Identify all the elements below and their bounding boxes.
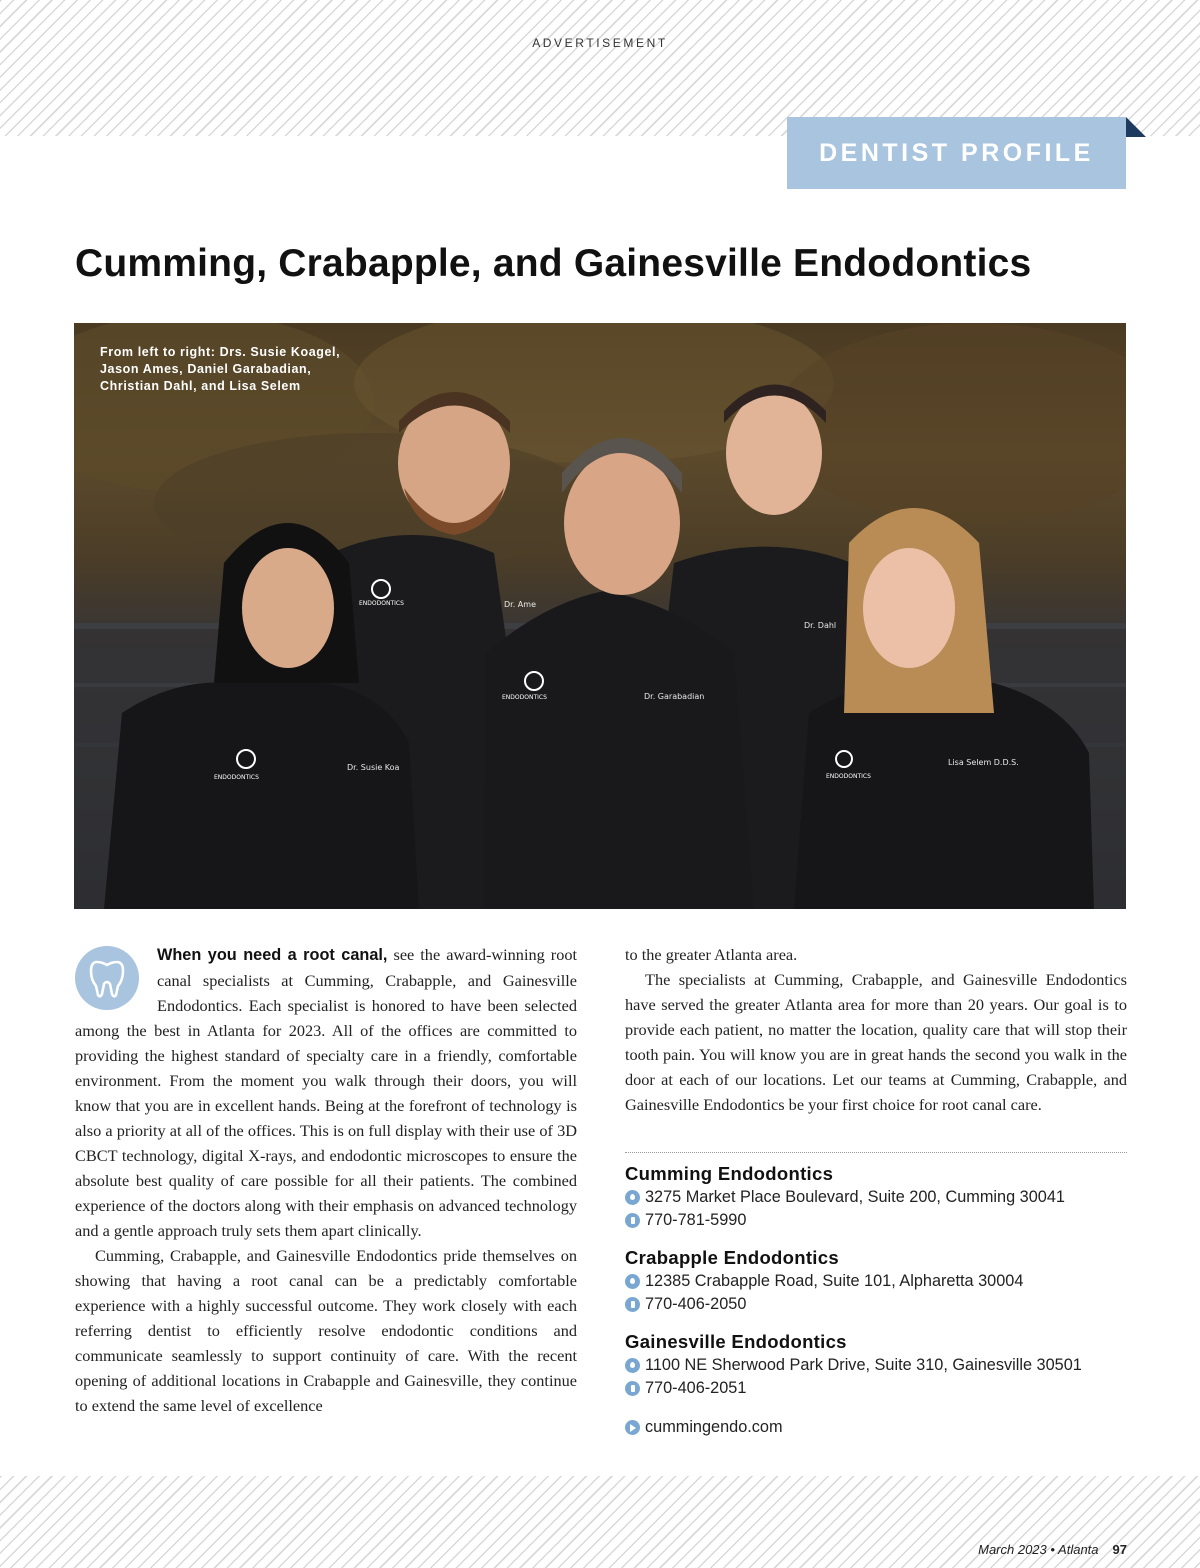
article-column-right bbox=[625, 942, 1127, 1117]
office-name: Crabapple Endodontics bbox=[625, 1247, 839, 1268]
office-address: 1100 NE Sherwood Park Drive, Suite 310, Gainesville 30501 bbox=[645, 1356, 1082, 1374]
office-phone-line bbox=[625, 1293, 1145, 1316]
office-address-line bbox=[625, 1354, 1145, 1377]
tooth-icon bbox=[75, 946, 139, 1010]
tab-fold-corner bbox=[1126, 117, 1146, 137]
paragraph-2-continued: to the greater Atlanta area. bbox=[625, 945, 798, 964]
uniform-name-koagel: Dr. Susie Koa bbox=[347, 763, 400, 772]
uniform-name-ames: Dr. Ame bbox=[504, 600, 536, 609]
uniform-name-selem: Lisa Selem D.D.S. bbox=[948, 758, 1019, 767]
office-phone-line bbox=[625, 1209, 1145, 1232]
lead-in: When you need a root canal, bbox=[157, 946, 388, 964]
office-phone[interactable]: 770-781-5990 bbox=[645, 1211, 747, 1229]
article-column-left bbox=[75, 942, 577, 1418]
paragraph-1 bbox=[75, 942, 577, 1243]
uniform-name-garabadian: Dr. Garabadian bbox=[644, 692, 705, 701]
paragraph-3: The specialists at Cumming, Crabapple, and Gainesville Endodontics have served the greater Atlanta area for more than 20 years. Our goal is to provide each patient, no matter the location, quality care that will stop their tooth pain. You will know you are in great hands the second you walk in the door at each of our locations. Let our teams at Cumming, Crabapple, and Gainesville Endodontics be your first choice for root canal care. bbox=[625, 970, 1127, 1114]
paragraph-1-body: see the award-winning root canal specialists at Cumming, Crabapple, and Gainesville Endodontics. Each specialist is honored to have been selected among the best in Atlanta for 2023. All of the offices are committed to providing the highest standard of specialty care in a friendly, comfortable environment. From the moment you walk through their doors, you will know that you are in excellent hands. Being at the forefront of technology is also a priority at all of the offices. This is on full display with their use of 3D CBCT technology, digital X-rays, and endodontic microscopes to ensure the absolute best quality of care possible for all their patients. The combined experience of the doctors along with their emphasis on advanced technology and a gentle approach truly sets them apart clinically. bbox=[75, 945, 577, 1240]
article-title: Cumming, Crabapple, and Gainesville Endodontics bbox=[75, 242, 1032, 285]
team-photo bbox=[74, 323, 1126, 909]
web-pointer-icon bbox=[625, 1420, 640, 1435]
page-folio bbox=[900, 1542, 1127, 1557]
dotted-divider bbox=[625, 1152, 1127, 1153]
paragraph-2: Cumming, Crabapple, and Gainesville Endodontics pride themselves on showing that having a root canal can be a predictably comfortable experience with a highly successful outcome. They work closely with each referring dentist to efficiently resolve endodontic conditions and communicate seamlessly to support continuity of care. With the recent opening of additional locations in Crabapple and Gainesville, they continue to extend the same level of excellence bbox=[75, 1246, 577, 1415]
office-address-line bbox=[625, 1270, 1145, 1293]
location-pin-icon bbox=[625, 1190, 640, 1205]
uniform-logo-4: ENDODONTICS bbox=[826, 773, 871, 780]
location-pin-icon bbox=[625, 1274, 640, 1289]
office-gainesville bbox=[625, 1330, 1145, 1400]
office-name: Gainesville Endodontics bbox=[625, 1331, 847, 1352]
uniform-logo-1: ENDODONTICS bbox=[359, 600, 404, 607]
office-address: 12385 Crabapple Road, Suite 101, Alpharetta 30004 bbox=[645, 1272, 1024, 1290]
issue-date: March 2023 • Atlanta bbox=[978, 1542, 1099, 1557]
advertisement-label: ADVERTISEMENT bbox=[532, 36, 668, 50]
office-cumming bbox=[625, 1162, 1145, 1232]
website-link[interactable]: cummingendo.com bbox=[645, 1418, 783, 1436]
section-tab: DENTIST PROFILE bbox=[787, 117, 1126, 189]
office-address: 3275 Market Place Boulevard, Suite 200, Cumming 30041 bbox=[645, 1188, 1065, 1206]
location-pin-icon bbox=[625, 1358, 640, 1373]
page-number: 97 bbox=[1112, 1542, 1127, 1557]
office-crabapple bbox=[625, 1246, 1145, 1316]
office-name: Cumming Endodontics bbox=[625, 1163, 834, 1184]
website-line bbox=[625, 1416, 1145, 1439]
phone-icon bbox=[625, 1381, 640, 1396]
office-phone[interactable]: 770-406-2051 bbox=[645, 1379, 747, 1397]
phone-icon bbox=[625, 1297, 640, 1312]
photo-caption: From left to right: Drs. Susie Koagel, Jason Ames, Daniel Garabadian, Christian Dahl, and Lisa Selem bbox=[100, 345, 341, 393]
office-phone-line bbox=[625, 1377, 1145, 1400]
office-address-line bbox=[625, 1186, 1145, 1209]
office-contacts bbox=[625, 1162, 1145, 1439]
team-photo-illustration bbox=[74, 323, 1126, 909]
top-hatched-band bbox=[0, 0, 1200, 136]
phone-icon bbox=[625, 1213, 640, 1228]
uniform-name-dahl: Dr. Dahl bbox=[804, 621, 837, 630]
uniform-logo-3: ENDODONTICS bbox=[214, 774, 259, 781]
office-phone[interactable]: 770-406-2050 bbox=[645, 1295, 747, 1313]
uniform-logo-2: ENDODONTICS bbox=[502, 694, 547, 701]
